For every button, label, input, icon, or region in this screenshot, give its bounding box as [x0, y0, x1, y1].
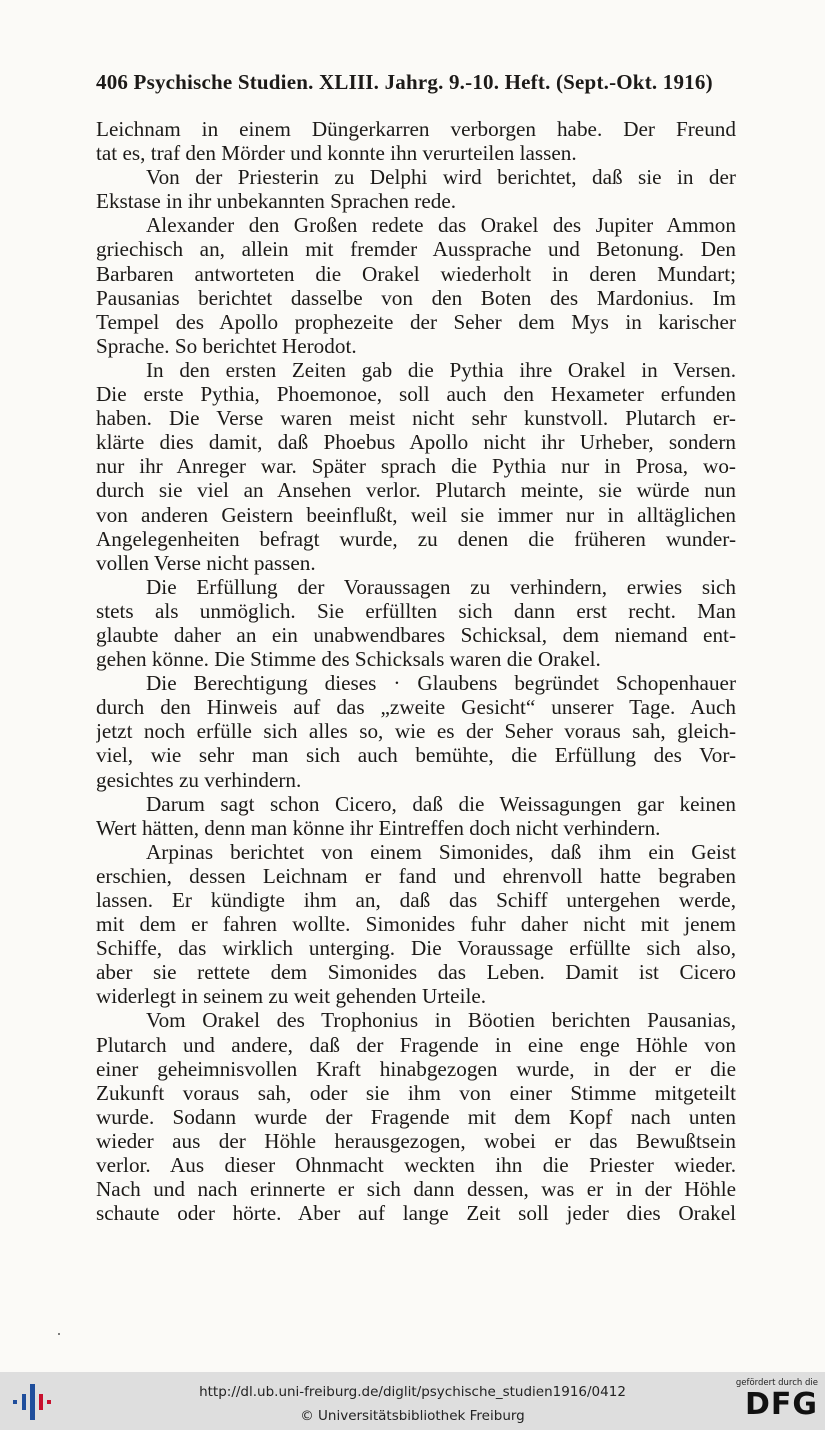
dfg-logo-icon: DFG	[744, 1387, 818, 1422]
text-line: Barbaren antworteten die Orakel wiederholt in deren Mundart;	[96, 261, 736, 286]
text-line: haben. Die Verse waren meist nicht sehr kunstvoll. Plutarch er-	[96, 406, 736, 431]
text-line: klärte dies damit, daß Phoebus Apollo nicht ihr Urheber, sondern	[96, 430, 736, 455]
text-line: mit dem er fahren wollte. Simonides fuhr daher nicht mit jenem	[96, 912, 736, 937]
text-line: In den ersten Zeiten gab die Pythia ihre Orakel in Versen.	[146, 357, 736, 382]
text-line: Leichnam in einem Düngerkarren verborgen habe. Der Freund	[96, 117, 736, 141]
text-line: Die erste Pythia, Phoemonoe, soll auch den Hexameter erfunden	[96, 382, 736, 407]
text-line: Tempel des Apollo prophezeite der Seher dem Mys in karischer	[96, 309, 736, 334]
permalink-url[interactable]: http://dl.ub.uni-freiburg.de/diglit/psychische_studien1916/0412	[199, 1384, 626, 1400]
text-line: verlor. Aus dieser Ohnmacht weckten ihn die Priester wieder.	[96, 1153, 736, 1178]
text-line: lassen. Er kündigte ihm an, daß das Schiff untergehen werde,	[96, 888, 736, 912]
text-line: widerlegt in seinem zu weit gehenden Urteile.	[96, 984, 487, 1009]
text-line: nur ihr Anreger war. Später sprach die Pythia nur in Prosa, wo-	[96, 454, 736, 479]
text-line: aber sie rettete dem Simonides das Leben. Damit ist Cicero	[96, 960, 736, 985]
text-line: Vom Orakel des Trophonius in Böotien berichten Pausanias,	[146, 1008, 736, 1033]
text-line: Wert hätten, denn man könne ihr Eintreffen doch nicht verhindern.	[96, 815, 661, 840]
body-text	[96, 117, 736, 1225]
sponsor-label: gefördert durch die	[735, 1378, 818, 1388]
text-line: vollen Verse nicht passen.	[96, 550, 316, 575]
text-line: wieder aus der Höhle herausgezogen, wobei er das Bewußtsein	[96, 1128, 736, 1153]
text-line: stets als unmöglich. Sie erfüllten sich dann erst recht. Man	[96, 598, 736, 623]
dfg-sponsor	[726, 1378, 818, 1426]
text-line: Von der Priesterin zu Delphi wird berichtet, daß sie in der	[146, 165, 736, 190]
text-line: gehen könne. Die Stimme des Schicksals waren die Orakel.	[96, 647, 601, 672]
text-line: durch sie viel an Ansehen verlor. Plutarch meinte, sie würde nun	[96, 478, 736, 503]
copyright-notice: © Universitätsbibliothek Freiburg	[300, 1408, 525, 1424]
viewer-footer	[0, 1372, 825, 1430]
text-line: tat es, traf den Mörder und konnte ihn verurteilen lassen.	[96, 141, 577, 166]
text-line: Plutarch und andere, daß der Fragende in eine enge Höhle von	[96, 1032, 736, 1057]
text-line: Alexander den Großen redete das Orakel des Jupiter Ammon	[146, 213, 736, 238]
text-line: gesichtes zu verhindern.	[96, 767, 302, 792]
text-line: Darum sagt schon Cicero, daß die Weissagungen gar keinen	[146, 791, 736, 816]
text-line: glaubte daher an ein unabwendbares Schicksal, dem niemand ent-	[96, 622, 736, 647]
text-line: Die Berechtigung dieses · Glaubens begründet Schopenhauer	[146, 671, 736, 696]
text-line: Schiffe, das wirklich unterging. Die Voraussage erfüllte sich also,	[96, 936, 736, 961]
text-line: Die Erfüllung der Voraussagen zu verhindern, erwies sich	[146, 574, 736, 599]
text-line: schaute oder hörte. Aber auf lange Zeit soll jeder dies Orakel	[96, 1201, 736, 1226]
text-line: jetzt noch erfülle sich alles so, wie es der Seher voraus sah, gleich-	[96, 719, 736, 744]
text-line: wurde. Sodann wurde der Fragende mit dem Kopf nach unten	[96, 1104, 736, 1129]
text-line: Nach und nach erinnerte er sich dann dessen, was er in der Höhle	[96, 1177, 736, 1202]
text-line: erschien, dessen Leichnam er fand und ehrenvoll hatte begraben	[96, 863, 736, 888]
text-line: Pausanias berichtet dasselbe von den Boten des Mardonius. Im	[96, 285, 736, 310]
text-line: viel, wie sehr man sich auch bemühte, die Erfüllung des Vor-	[96, 743, 736, 768]
text-line: griechisch an, allein mit fremder Aussprache und Betonung. Den	[96, 237, 736, 262]
text-line: Sprache. So berichtet Herodot.	[96, 333, 357, 358]
text-line: einer geheimnisvollen Kraft hinabgezogen wurde, in der er die	[96, 1056, 736, 1081]
text-line: Arpinas berichtet von einem Simonides, daß ihm ein Geist	[146, 839, 736, 864]
text-line: Ekstase in ihr unbekannten Sprachen rede.	[96, 189, 457, 214]
speck	[58, 1333, 60, 1335]
text-line: Zukunft voraus sah, oder sie ihm von einer Stimme mitgeteilt	[96, 1080, 736, 1105]
running-header: 406 Psychische Studien. XLIII. Jahrg. 9.-10. Heft. (Sept.-Okt. 1916)	[96, 70, 713, 94]
text-line: Angelegenheiten befragt wurde, zu denen die früheren wunder-	[96, 526, 736, 551]
text-line: durch den Hinweis auf das „zweite Gesicht“ unserer Tage. Auch	[96, 695, 736, 720]
text-line: von anderen Geistern beeinflußt, weil sie immer nur in alltäglichen	[96, 502, 736, 527]
